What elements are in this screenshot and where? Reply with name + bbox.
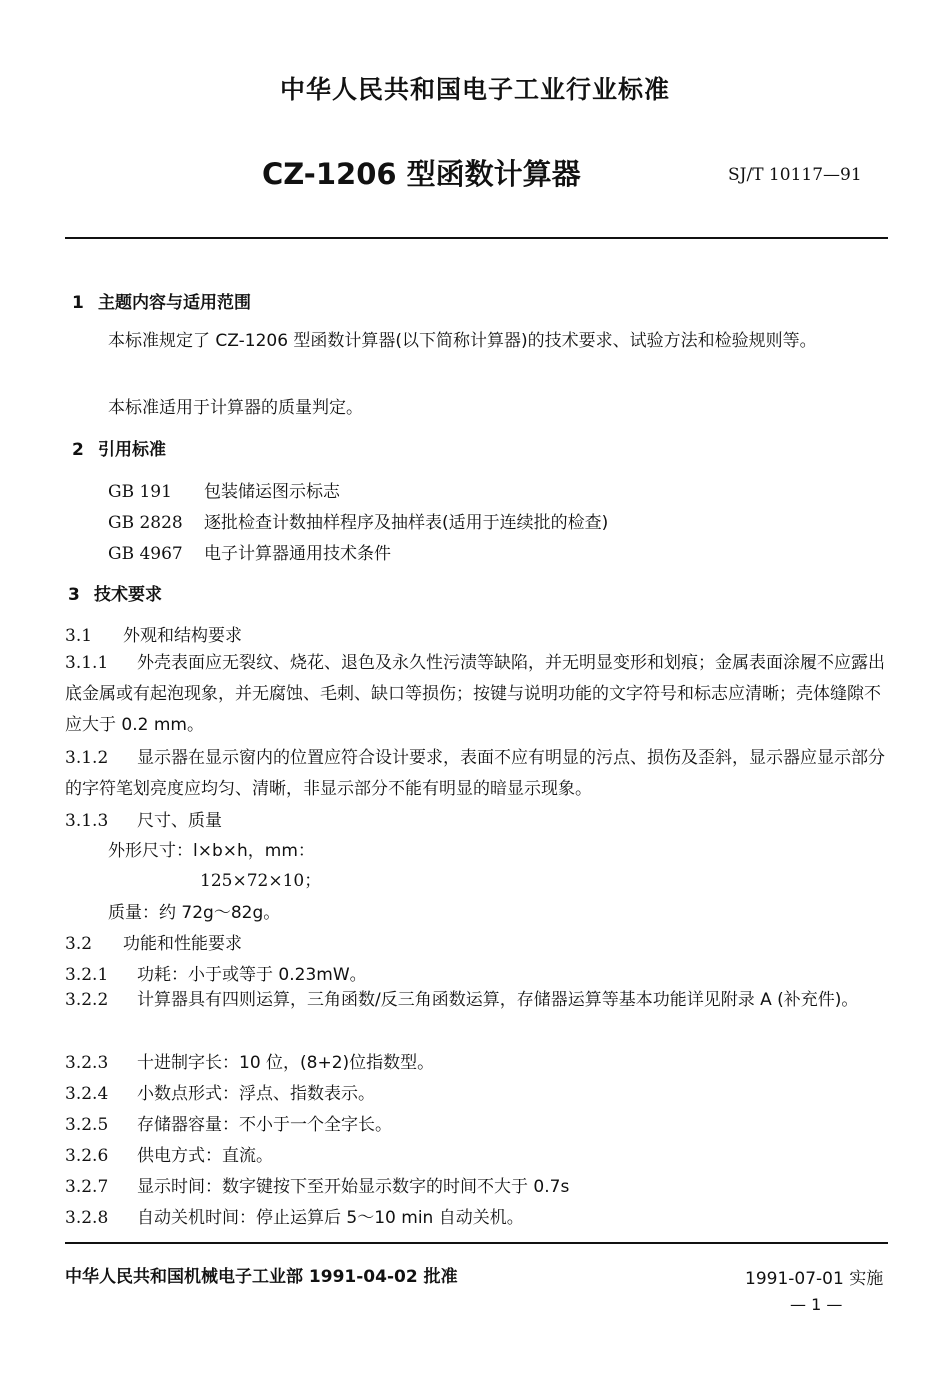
reference-code: GB 4967 <box>108 544 183 564</box>
reference-name: 电子计算器通用技术条件 <box>204 544 391 564</box>
clause-number: 3.2 <box>65 934 93 954</box>
clause-3-2-7 <box>65 1172 569 1197</box>
section-title: 技术要求 <box>94 585 162 605</box>
clause-number: 3.2.5 <box>65 1115 109 1135</box>
clause-number: 3.1.3 <box>65 811 109 831</box>
document-title: CZ-1206 型函数计算器 <box>262 157 581 191</box>
clause-3-1-1 <box>65 648 888 741</box>
clause-3-2-3 <box>65 1048 434 1073</box>
clause-number: 3.2.6 <box>65 1146 109 1166</box>
section-number: 3 <box>68 585 80 605</box>
dimension-label: 外形尺寸：l×b×h，mm： <box>108 841 315 861</box>
clause-3-1-heading <box>65 621 242 646</box>
footer-divider <box>65 1242 888 1244</box>
page-number: — 1 — <box>790 1295 843 1314</box>
clause-text: 外壳表面应无裂纹、烧花、退色及永久性污渍等缺陷，并无明显变形和划痕；金属表面涂履不应露出底金属或有起泡现象，并无腐蚀、毛刺、缺口等损伤；按键与说明功能的文字符号和标志应清晰；壳体缝隙不应大于 0.2 mm。 <box>65 653 885 735</box>
clause-text: 显示器在显示窗内的位置应符合设计要求，表面不应有明显的污点、损伤及歪斜，显示器应显示部分的字符笔划亮度应均匀、清晰，非显示部分不能有明显的暗显示现象。 <box>65 748 885 799</box>
reference-name: 包装储运图示标志 <box>204 482 340 502</box>
clause-title: 外观和结构要求 <box>123 626 242 646</box>
standard-code: SJ/T 10117—91 <box>728 165 862 185</box>
section-title: 主题内容与适用范围 <box>98 293 251 313</box>
dimension-value: 125×72×10； <box>200 871 322 891</box>
clause-number: 3.1.1 <box>65 653 109 673</box>
section-title: 引用标准 <box>98 440 166 460</box>
reference-code: GB 2828 <box>108 513 183 533</box>
clause-number: 3.2.3 <box>65 1053 109 1073</box>
section-1-heading <box>72 288 251 313</box>
clause-3-2-4 <box>65 1079 375 1104</box>
mass-value: 质量：约 72g～82g。 <box>108 903 281 923</box>
industry-standard-heading: 中华人民共和国电子工业行业标准 <box>279 75 670 104</box>
clause-number: 3.2.2 <box>65 990 109 1010</box>
clause-3-1-3-heading <box>65 806 222 831</box>
reference-item <box>108 508 608 533</box>
section-3-heading <box>68 580 162 605</box>
section-number: 2 <box>72 440 84 460</box>
reference-item <box>108 477 340 502</box>
header-divider <box>65 237 888 239</box>
clause-3-2-6 <box>65 1141 273 1166</box>
clause-text: 十进制字长：10 位，(8+2)位指数型。 <box>137 1053 435 1073</box>
clause-text: 自动关机时间：停止运算后 5～10 min 自动关机。 <box>137 1208 524 1228</box>
section-1-paragraph-2: 本标准适用于计算器的质量判定。 <box>108 398 363 418</box>
clause-number: 3.2.1 <box>65 965 109 985</box>
effective-date: 1991-07-01 实施 <box>745 1269 884 1289</box>
section-1-paragraph-1: 本标准规定了 CZ-1206 型函数计算器(以下简称计算器)的技术要求、试验方法和检验规则等。 <box>108 331 817 351</box>
reference-name: 逐批检查计数抽样程序及抽样表(适用于连续批的检查) <box>204 513 609 533</box>
section-number: 1 <box>72 293 84 313</box>
clause-number: 3.1.2 <box>65 748 109 768</box>
approval-line: 中华人民共和国机械电子工业部 1991-04-02 批准 <box>65 1267 458 1287</box>
clause-3-2-5 <box>65 1110 392 1135</box>
clause-text: 功耗：小于或等于 0.23mW。 <box>137 965 367 985</box>
clause-3-2-heading <box>65 929 242 954</box>
clause-text: 显示时间：数字键按下至开始显示数字的时间不大于 0.7s <box>137 1177 570 1197</box>
clause-3-2-2 <box>65 985 888 1016</box>
reference-code: GB 191 <box>108 482 172 502</box>
section-2-heading <box>72 435 166 460</box>
clause-text: 供电方式：直流。 <box>137 1146 273 1166</box>
clause-3-2-8 <box>65 1203 524 1228</box>
clause-3-1-2 <box>65 743 888 805</box>
clause-title: 尺寸、质量 <box>137 811 222 831</box>
clause-title: 功能和性能要求 <box>123 934 242 954</box>
clause-text: 小数点形式：浮点、指数表示。 <box>137 1084 375 1104</box>
clause-text: 存储器容量：不小于一个全字长。 <box>137 1115 392 1135</box>
clause-number: 3.2.4 <box>65 1084 109 1104</box>
clause-text: 计算器具有四则运算，三角函数/反三角函数运算，存储器运算等基本功能详见附录 A (补充件)。 <box>137 990 859 1010</box>
clause-number: 3.2.8 <box>65 1208 109 1228</box>
clause-3-2-1 <box>65 960 367 985</box>
clause-number: 3.1 <box>65 626 93 646</box>
reference-item <box>108 539 391 564</box>
clause-number: 3.2.7 <box>65 1177 109 1197</box>
